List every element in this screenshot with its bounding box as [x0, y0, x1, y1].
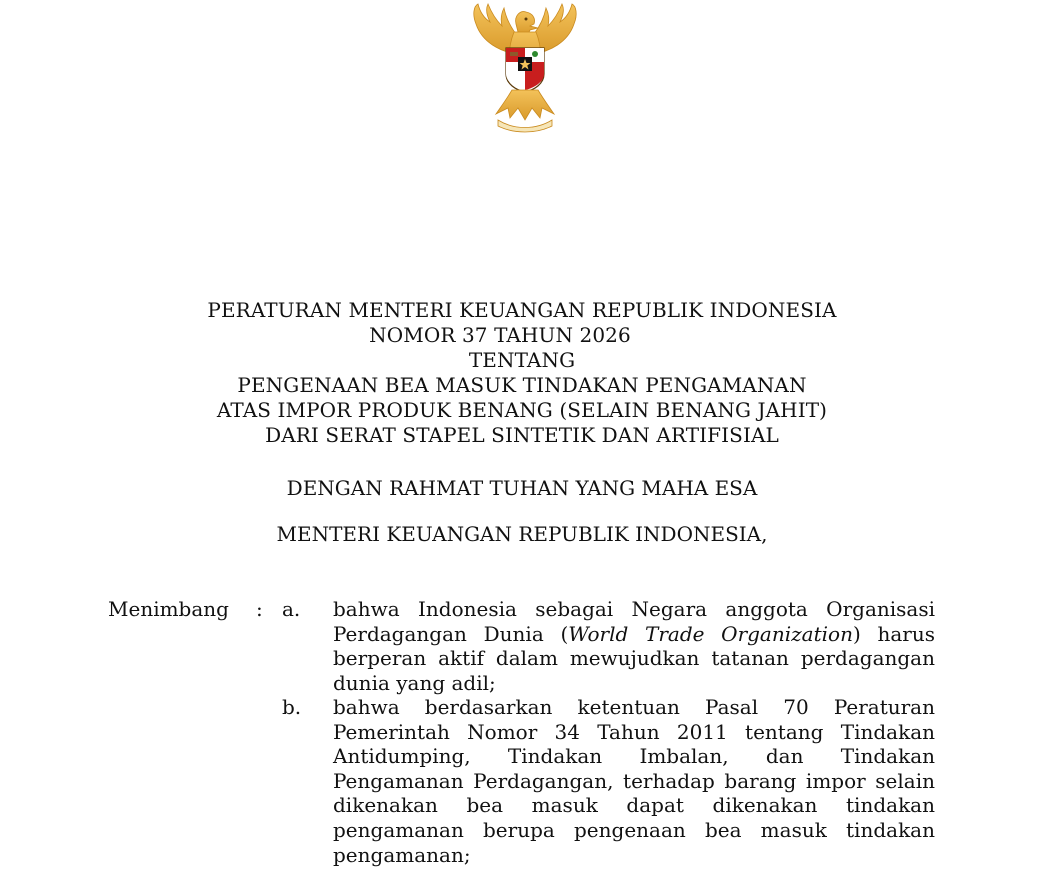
item-line: dikenakan bea masuk dapat dikenakan tindakan [333, 793, 935, 818]
considering-colon: : [256, 597, 263, 621]
consideration-item-a [333, 597, 935, 695]
title-line: PENGENAAN BEA MASUK TINDAKAN PENGAMANAN [237, 373, 807, 397]
italic-term: World Trade Organization [568, 621, 853, 646]
item-line: Pemerintah Nomor 34 Tahun 2011 tentang Tindakan [333, 719, 935, 744]
garuda-emblem [460, 2, 590, 134]
invocation-line: DENGAN RAHMAT TUHAN YANG MAHA ESA [286, 476, 758, 500]
text-run: ) harus [852, 621, 935, 646]
item-line: dunia yang adil; [333, 670, 496, 695]
item-line: Pengamanan Perdagangan, terhadap barang impor selain [333, 768, 935, 793]
item-line: bahwa Indonesia sebagai Negara anggota Organisasi [333, 597, 935, 621]
title-line: PERATURAN MENTERI KEUANGAN REPUBLIK INDONESIA [207, 298, 837, 322]
title-line: ATAS IMPOR PRODUK BENANG (SELAIN BENANG JAHIT) [216, 398, 828, 422]
consideration-item-b [333, 695, 935, 867]
item-line-with-italic [333, 622, 935, 647]
item-line: berperan aktif dalam mewujudkan tatanan perdagangan [333, 646, 935, 671]
item-line: Antidumping, Tindakan Imbalan, dan Tindakan [333, 744, 935, 769]
text-run: Perdagangan Dunia ( [333, 621, 569, 646]
regulation-title [0, 298, 1044, 448]
issuer-line: MENTERI KEUANGAN REPUBLIK INDONESIA, [276, 522, 768, 546]
considering-label: Menimbang [108, 597, 229, 621]
item-line: pengamanan; [333, 842, 471, 867]
item-letter: a. [282, 597, 301, 621]
item-line: pengamanan berupa pengenaan bea masuk tindakan [333, 817, 935, 842]
item-letter: b. [282, 695, 302, 719]
regulation-number: NOMOR 37 TAHUN 2026 [369, 323, 631, 347]
item-line: bahwa berdasarkan ketentuan Pasal 70 Peraturan [333, 695, 935, 719]
title-line: DARI SERAT STAPEL SINTETIK DAN ARTIFISIAL [265, 423, 779, 447]
title-line: TENTANG [468, 348, 576, 372]
